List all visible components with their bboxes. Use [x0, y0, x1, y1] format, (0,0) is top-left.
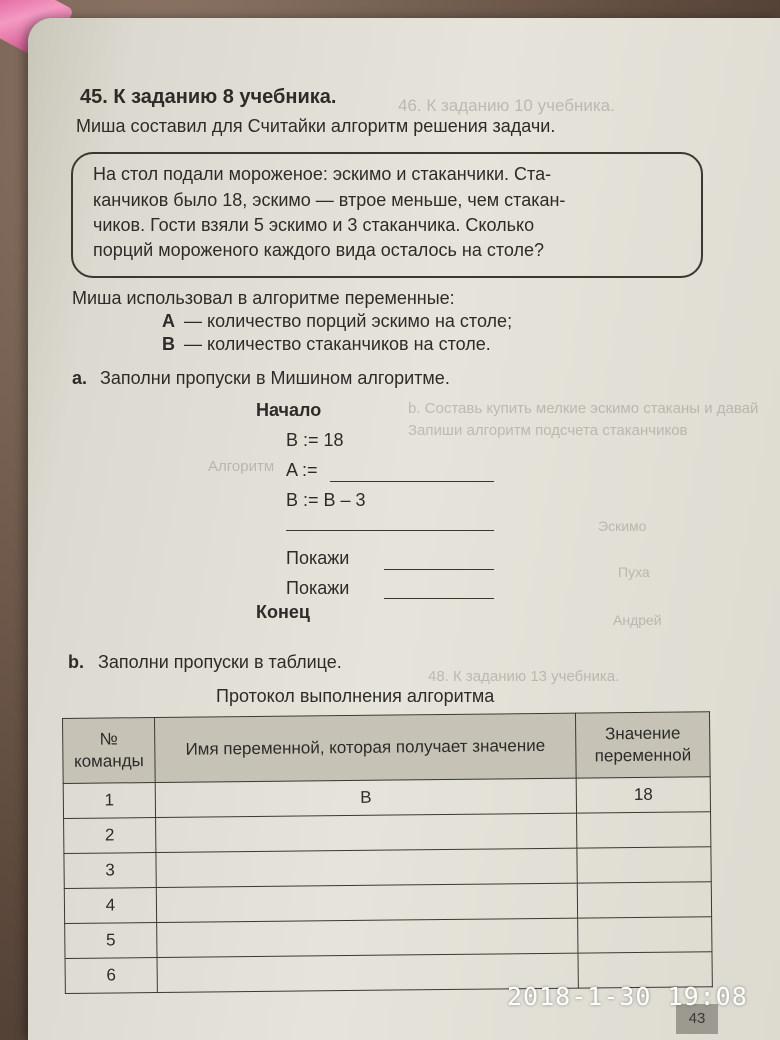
cell-variable-value[interactable]: 18	[576, 777, 710, 813]
blank-a-value[interactable]	[330, 481, 494, 482]
cell-command-number: 4	[64, 888, 156, 924]
cell-command-number: 3	[64, 853, 156, 889]
cell-variable-name[interactable]: B	[155, 778, 576, 817]
exercise-heading: 45. К заданию 8 учебника.	[80, 86, 337, 108]
exercise-intro: Миша составил для Считайки алгоритм решения задачи.	[76, 116, 556, 136]
variables-intro: Миша использовал в алгоритме переменные:	[72, 288, 455, 308]
variable-b-desc: — количество стаканчиков на столе.	[184, 334, 491, 354]
table-title: Протокол выполнения алгоритма	[216, 686, 495, 706]
algorithm-line-2: A :=	[286, 460, 318, 480]
task-box	[71, 152, 703, 278]
cell-variable-value[interactable]	[577, 847, 711, 883]
part-b-letter: b.	[68, 652, 84, 672]
cell-variable-name[interactable]	[156, 883, 577, 922]
cell-command-number: 2	[64, 818, 156, 854]
bleed-line: b. Составь купить мелкие эскимо стаканы и давай	[408, 400, 759, 417]
photo-timestamp: 2018-1-30 19:08	[507, 982, 748, 1011]
algorithm-show-2: Покажи	[286, 578, 350, 598]
algorithm-line-3: B := B – 3	[286, 490, 366, 510]
cell-variable-value[interactable]	[577, 882, 711, 918]
cell-variable-name[interactable]	[157, 918, 578, 957]
bleed-line: Алгоритм	[208, 458, 275, 475]
bleed-line: Запиши алгоритм подсчета стаканчиков	[408, 422, 688, 439]
table-header-row	[63, 712, 711, 784]
cell-command-number: 5	[65, 923, 157, 959]
header-variable-value: Значение переменной	[576, 712, 711, 778]
page-number: 43	[676, 1004, 718, 1034]
header-command-number: № команды	[63, 718, 156, 784]
blank-show-1[interactable]	[384, 569, 494, 570]
cell-variable-value[interactable]	[578, 917, 712, 953]
bleed-line: Эскимо	[598, 518, 647, 534]
algorithm-end: Конец	[256, 602, 310, 622]
algorithm-line-1: B := 18	[286, 430, 344, 450]
part-b-instruction: Заполни пропуски в таблице.	[98, 652, 342, 672]
cell-variable-value[interactable]	[577, 812, 711, 848]
blank-algorithm-line-4[interactable]	[286, 530, 494, 531]
header-variable-name: Имя переменной, которая получает значение	[154, 713, 576, 782]
part-a-instruction: Заполни пропуски в Мишином алгоритме.	[100, 368, 450, 388]
cell-command-number: 6	[65, 958, 157, 994]
protocol-table	[62, 711, 713, 994]
variable-b-name: В	[162, 334, 175, 354]
bleed-line: 46. К заданию 10 учебника.	[398, 96, 615, 115]
part-a-letter: a.	[72, 368, 88, 388]
cell-variable-name[interactable]	[155, 813, 576, 852]
blank-show-2[interactable]	[384, 598, 494, 599]
bleed-line: Андрей	[613, 612, 662, 628]
task-line: чиков. Гости взяли 5 эскимо и 3 стаканчика. Сколько	[93, 215, 535, 235]
variable-a-desc: — количество порций эскимо на столе;	[184, 311, 513, 331]
bleed-line: 48. К заданию 13 учебника.	[428, 668, 620, 685]
task-line: порций мороженого каждого вида осталось на столе?	[93, 240, 545, 260]
variable-a-name: А	[162, 311, 175, 331]
cell-command-number: 1	[63, 783, 155, 819]
task-line: канчиков было 18, эскимо — втрое меньше, чем стакан-	[93, 190, 566, 210]
cell-variable-name[interactable]	[156, 848, 577, 887]
algorithm-show-1: Покажи	[286, 548, 350, 568]
algorithm-start: Начало	[256, 400, 322, 420]
task-line: На стол подали мороженое: эскимо и стаканчики. Ста-	[93, 164, 552, 184]
bleed-line: Пуха	[618, 564, 650, 580]
